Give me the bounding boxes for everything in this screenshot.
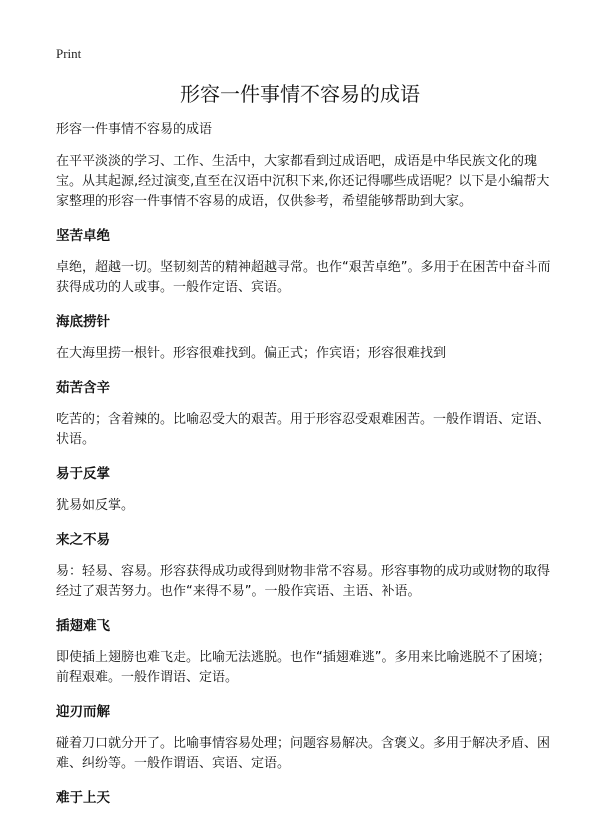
idiom-heading: 难于上天 <box>56 790 110 806</box>
page-title: 形容一件事情不容易的成语 <box>180 82 420 106</box>
idiom-entry <box>56 464 560 516</box>
idiom-explanation: 易：轻易、容易。形容获得成功或得到财物非常不容易。形容事物的成功或财物的取得经过了艰苦努力。也作“来得不易”。一般作宾语、主语、补语。 <box>56 564 551 599</box>
idiom-explanation: 在大海里捞一根针。形容很难找到。偏正式；作宾语；形容很难找到 <box>56 346 447 361</box>
idiom-explanation: 碰着刀口就分开了。比喻事情容易处理；问题容易解决。含褒义。多用于解决矛盾、困难、纠纷等。一般作谓语、宾语、定语。 <box>56 736 551 771</box>
document-content <box>56 120 560 820</box>
idiom-entry <box>56 616 560 688</box>
idiom-explanation: 卓绝，超越一切。坚韧刻苦的精神超越寻常。也作“艰苦卓绝”。多用于在困苦中奋斗而获得成功的人或事。一般作定语、宾语。 <box>56 260 551 295</box>
idiom-heading: 迎刃而解 <box>56 704 110 720</box>
idiom-entry <box>56 702 560 774</box>
idiom-entry <box>56 530 560 602</box>
idiom-heading: 茹苦含辛 <box>56 380 110 396</box>
idiom-explanation: 吃苦的；含着辣的。比喻忍受大的艰苦。用于形容忍受艰难困苦。一般作谓语、定语、状语。 <box>56 412 551 447</box>
idiom-heading: 海底捞针 <box>56 314 110 330</box>
idiom-entry <box>56 226 560 298</box>
intro-paragraph: 在平平淡淡的学习、工作、生活中，大家都看到过成语吧，成语是中华民族文化的瑰宝。从其起源,经过演变,直至在汉语中沉积下来,你还记得哪些成语呢？以下是小编帮大家整理的形容一件事情不容易的成语，仅供参考，希望能够帮助到大家。 <box>56 154 550 209</box>
idiom-heading: 插翅难飞 <box>56 618 110 634</box>
idiom-explanation: 即使插上翅膀也难飞走。比喻无法逃脱。也作“插翅难逃”。多用来比喻逃脱不了困境；前程艰难。一般作谓语、定语。 <box>56 650 551 685</box>
idiom-heading: 坚苦卓绝 <box>56 228 110 244</box>
idiom-explanation: 犹易如反掌。 <box>56 498 135 513</box>
idiom-entry <box>56 312 560 364</box>
document-subtitle: 形容一件事情不容易的成语 <box>56 122 213 137</box>
idiom-heading: 来之不易 <box>56 532 110 548</box>
print-link[interactable]: Print <box>56 46 82 61</box>
idiom-entry <box>56 378 560 450</box>
idiom-entry <box>56 788 560 808</box>
idiom-heading: 易于反掌 <box>56 466 110 482</box>
